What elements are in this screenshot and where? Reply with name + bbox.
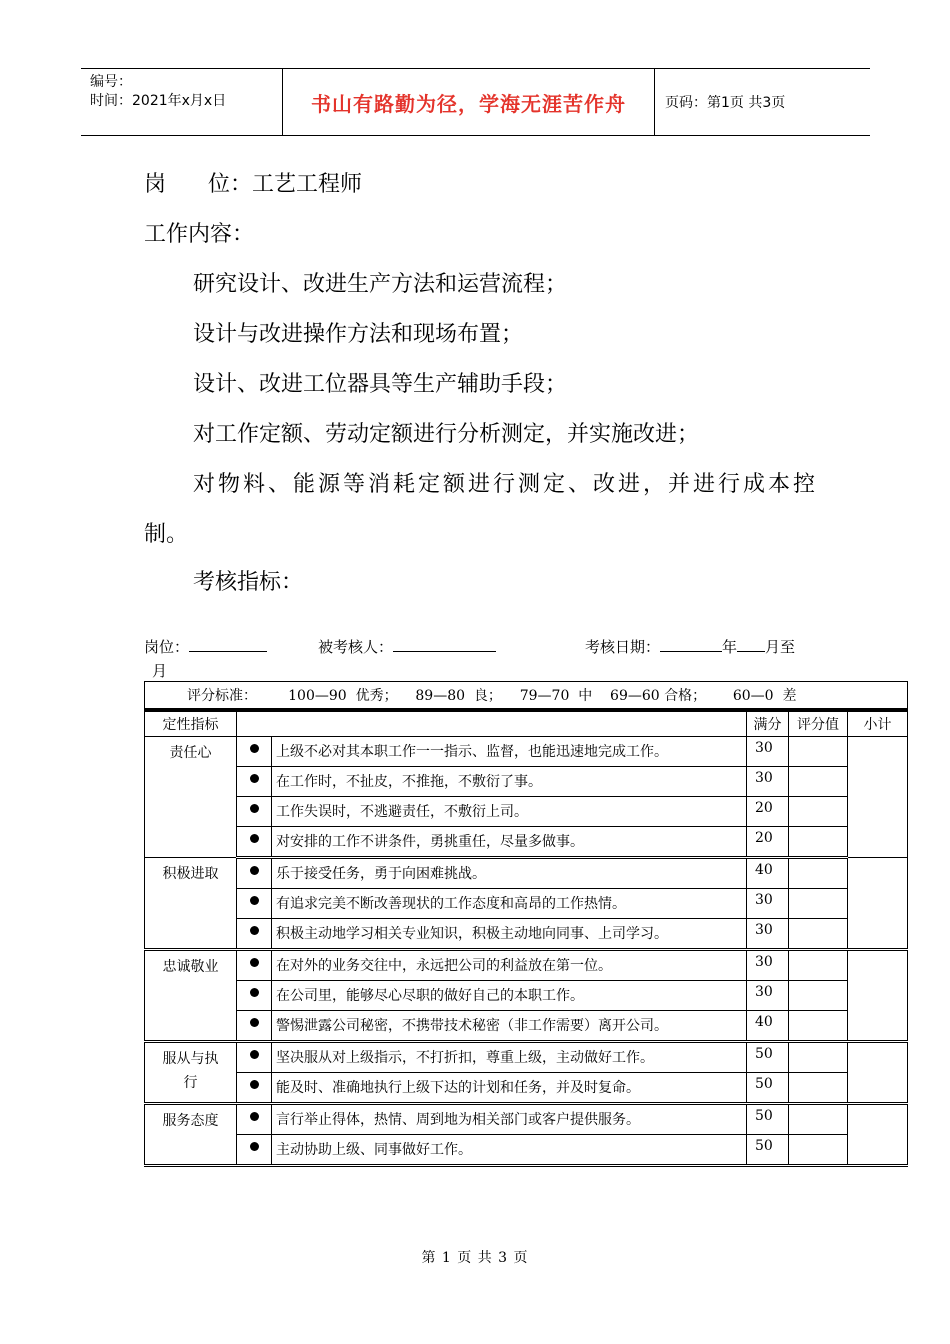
- rating-cell[interactable]: [789, 1104, 848, 1135]
- assessment-title: 考核指标：: [193, 570, 304, 595]
- full-score: 30: [747, 981, 789, 1011]
- rating-cell[interactable]: [789, 737, 848, 767]
- bullet-cell: [237, 981, 272, 1011]
- assessee-blank[interactable]: [393, 637, 496, 652]
- rating-cell[interactable]: [789, 1011, 848, 1042]
- header-page-label: 页码：第1页 共3页: [665, 95, 786, 111]
- table-row: [145, 767, 908, 797]
- bullet-cell: [237, 919, 272, 950]
- bullet-icon: [250, 744, 259, 753]
- bullet-icon: [250, 1112, 259, 1121]
- month-to-label: 月至: [765, 638, 796, 656]
- bullet-icon: [250, 1018, 259, 1027]
- code-label: 编号：: [90, 74, 132, 90]
- full-score: 30: [747, 889, 789, 919]
- table-row: [145, 1104, 908, 1135]
- page-footer: 第 1 页 共 3 页: [421, 1250, 529, 1266]
- bullet-cell: [237, 767, 272, 797]
- table-row: [145, 950, 908, 981]
- subtotal-cell[interactable]: [848, 950, 908, 1042]
- date-line: [585, 636, 795, 657]
- category-cell: 责任心: [145, 737, 237, 858]
- bullet-icon: [250, 988, 259, 997]
- item-text: 主动协助上级、同事做好工作。: [272, 1135, 747, 1166]
- rating-cell[interactable]: [789, 919, 848, 950]
- full-score: 30: [747, 950, 789, 981]
- full-score: 20: [747, 797, 789, 827]
- header-qualitative: 定性指标: [145, 710, 237, 737]
- bullet-cell: [237, 737, 272, 767]
- item-text: 积极主动地学习相关专业知识，积极主动地向同事、上司学习。: [272, 919, 747, 950]
- bullet-cell: [237, 889, 272, 919]
- assessee-label: 被考核人：: [318, 638, 394, 656]
- item-text: 工作失误时，不逃避责任，不敷衍上司。: [272, 797, 747, 827]
- duty-continuation: 制。: [144, 522, 189, 547]
- bullet-cell: [237, 1011, 272, 1042]
- table-row: [145, 797, 908, 827]
- table-row: [145, 919, 908, 950]
- header-blank: [237, 710, 747, 737]
- full-score: 50: [747, 1073, 789, 1104]
- rating-cell[interactable]: [789, 1042, 848, 1073]
- rating-cell[interactable]: [789, 889, 848, 919]
- full-score: 20: [747, 827, 789, 858]
- bullet-icon: [250, 958, 259, 967]
- duty-item: 对工作定额、劳动定额进行分析测定，并实施改进；: [193, 422, 700, 447]
- page-header: [81, 68, 870, 136]
- full-score: 50: [747, 1042, 789, 1073]
- subtotal-cell[interactable]: [848, 737, 908, 858]
- bullet-cell: [237, 827, 272, 858]
- item-text: 警惕泄露公司秘密，不携带技术秘密（非工作需要）离开公司。: [272, 1011, 747, 1042]
- bullet-icon: [250, 804, 259, 813]
- table-row: [145, 858, 908, 889]
- category-cell: 服从与执行: [145, 1042, 237, 1104]
- rating-cell[interactable]: [789, 1135, 848, 1166]
- header-rating: 评分值: [789, 710, 848, 737]
- table-row: [145, 889, 908, 919]
- bullet-icon: [250, 1142, 259, 1151]
- year-label: 年: [722, 638, 738, 656]
- category-cell: 服务态度: [145, 1104, 237, 1166]
- bullet-icon: [250, 834, 259, 843]
- header-subtotal: 小计: [848, 710, 908, 737]
- table-header-row: [145, 710, 908, 737]
- bullet-cell: [237, 950, 272, 981]
- bullet-icon: [250, 896, 259, 905]
- rating-cell[interactable]: [789, 1073, 848, 1104]
- subtotal-cell[interactable]: [848, 1042, 908, 1104]
- bullet-icon: [250, 1080, 259, 1089]
- bullet-cell: [237, 1104, 272, 1135]
- item-text: 坚决服从对上级指示，不打折扣，尊重上级，主动做好工作。: [272, 1042, 747, 1073]
- bullet-icon: [250, 1050, 259, 1059]
- duty-item: 对物料、能源等消耗定额进行测定、改进，并进行成本控: [193, 472, 819, 497]
- item-text: 在公司里，能够尽心尽职的做好自己的本职工作。: [272, 981, 747, 1011]
- content-title: 工作内容：: [144, 222, 255, 247]
- item-text: 乐于接受任务，勇于向困难挑战。: [272, 858, 747, 889]
- item-text: 有追求完美不断改善现状的工作态度和高昂的工作热情。: [272, 889, 747, 919]
- position-line: 岗 位：工艺工程师: [144, 172, 362, 197]
- rating-cell[interactable]: [789, 981, 848, 1011]
- rating-cell[interactable]: [789, 767, 848, 797]
- full-score: 40: [747, 1011, 789, 1042]
- table-row: [145, 1011, 908, 1042]
- position-label: 岗位：: [144, 638, 190, 656]
- item-text: 对安排的工作不讲条件，勇挑重任，尽量多做事。: [272, 827, 747, 858]
- full-score: 50: [747, 1104, 789, 1135]
- table-row: [145, 981, 908, 1011]
- duty-item: 设计、改进工位器具等生产辅助手段；: [193, 372, 568, 397]
- rating-cell[interactable]: [789, 827, 848, 858]
- full-score: 50: [747, 1135, 789, 1166]
- item-text: 言行举止得体，热情、周到地为相关部门或客户提供服务。: [272, 1104, 747, 1135]
- full-score: 40: [747, 858, 789, 889]
- table-row: [145, 1135, 908, 1166]
- subtotal-cell[interactable]: [848, 858, 908, 950]
- table-row: [145, 1042, 908, 1073]
- form-info-line: [144, 636, 267, 657]
- table-row: [145, 827, 908, 858]
- duty-item: 研究设计、改进生产方法和运营流程；: [193, 272, 568, 297]
- full-score: 30: [747, 737, 789, 767]
- header-motto: 书山有路勤为径，学海无涯苦作舟: [283, 69, 655, 135]
- header-full-score: 满分: [747, 710, 789, 737]
- subtotal-cell[interactable]: [848, 1104, 908, 1166]
- month-blank[interactable]: [737, 637, 765, 652]
- category-cell: 积极进取: [145, 858, 237, 950]
- year-blank[interactable]: [660, 637, 722, 652]
- bullet-cell: [237, 1135, 272, 1166]
- full-score: 30: [747, 919, 789, 950]
- item-text: 在工作时，不扯皮，不推拖，不敷衍了事。: [272, 767, 747, 797]
- item-text: 在对外的业务交往中，永远把公司的利益放在第一位。: [272, 950, 747, 981]
- bullet-cell: [237, 1042, 272, 1073]
- table-row: [145, 737, 908, 767]
- table-row: [145, 1073, 908, 1104]
- item-text: 能及时、准确地执行上级下达的计划和任务，并及时复命。: [272, 1073, 747, 1104]
- rating-cell[interactable]: [789, 950, 848, 981]
- month-label: 月: [152, 662, 168, 680]
- bullet-icon: [250, 774, 259, 783]
- rating-cell[interactable]: [789, 858, 848, 889]
- bullet-icon: [250, 926, 259, 935]
- date-label: 考核日期：: [585, 638, 661, 656]
- bullet-cell: [237, 858, 272, 889]
- time-label: 时间：2021年x月x日: [90, 93, 227, 109]
- bullet-cell: [237, 1073, 272, 1104]
- full-score: 30: [747, 767, 789, 797]
- bullet-icon: [250, 866, 259, 875]
- bullet-cell: [237, 797, 272, 827]
- scoring-standard: 评分标准： 100—90 优秀； 89—80 良； 79—70 中 69—60 合格； 60—0 差: [145, 682, 908, 711]
- category-cell: 忠诚敬业: [145, 950, 237, 1042]
- header-meta: [81, 69, 283, 135]
- evaluation-table: [144, 681, 908, 1167]
- position-blank[interactable]: [189, 637, 267, 652]
- duty-item: 设计与改进操作方法和现场布置；: [193, 322, 524, 347]
- item-text: 上级不必对其本职工作一一指示、监督，也能迅速地完成工作。: [272, 737, 747, 767]
- assessee-line: [318, 636, 496, 657]
- rating-cell[interactable]: [789, 797, 848, 827]
